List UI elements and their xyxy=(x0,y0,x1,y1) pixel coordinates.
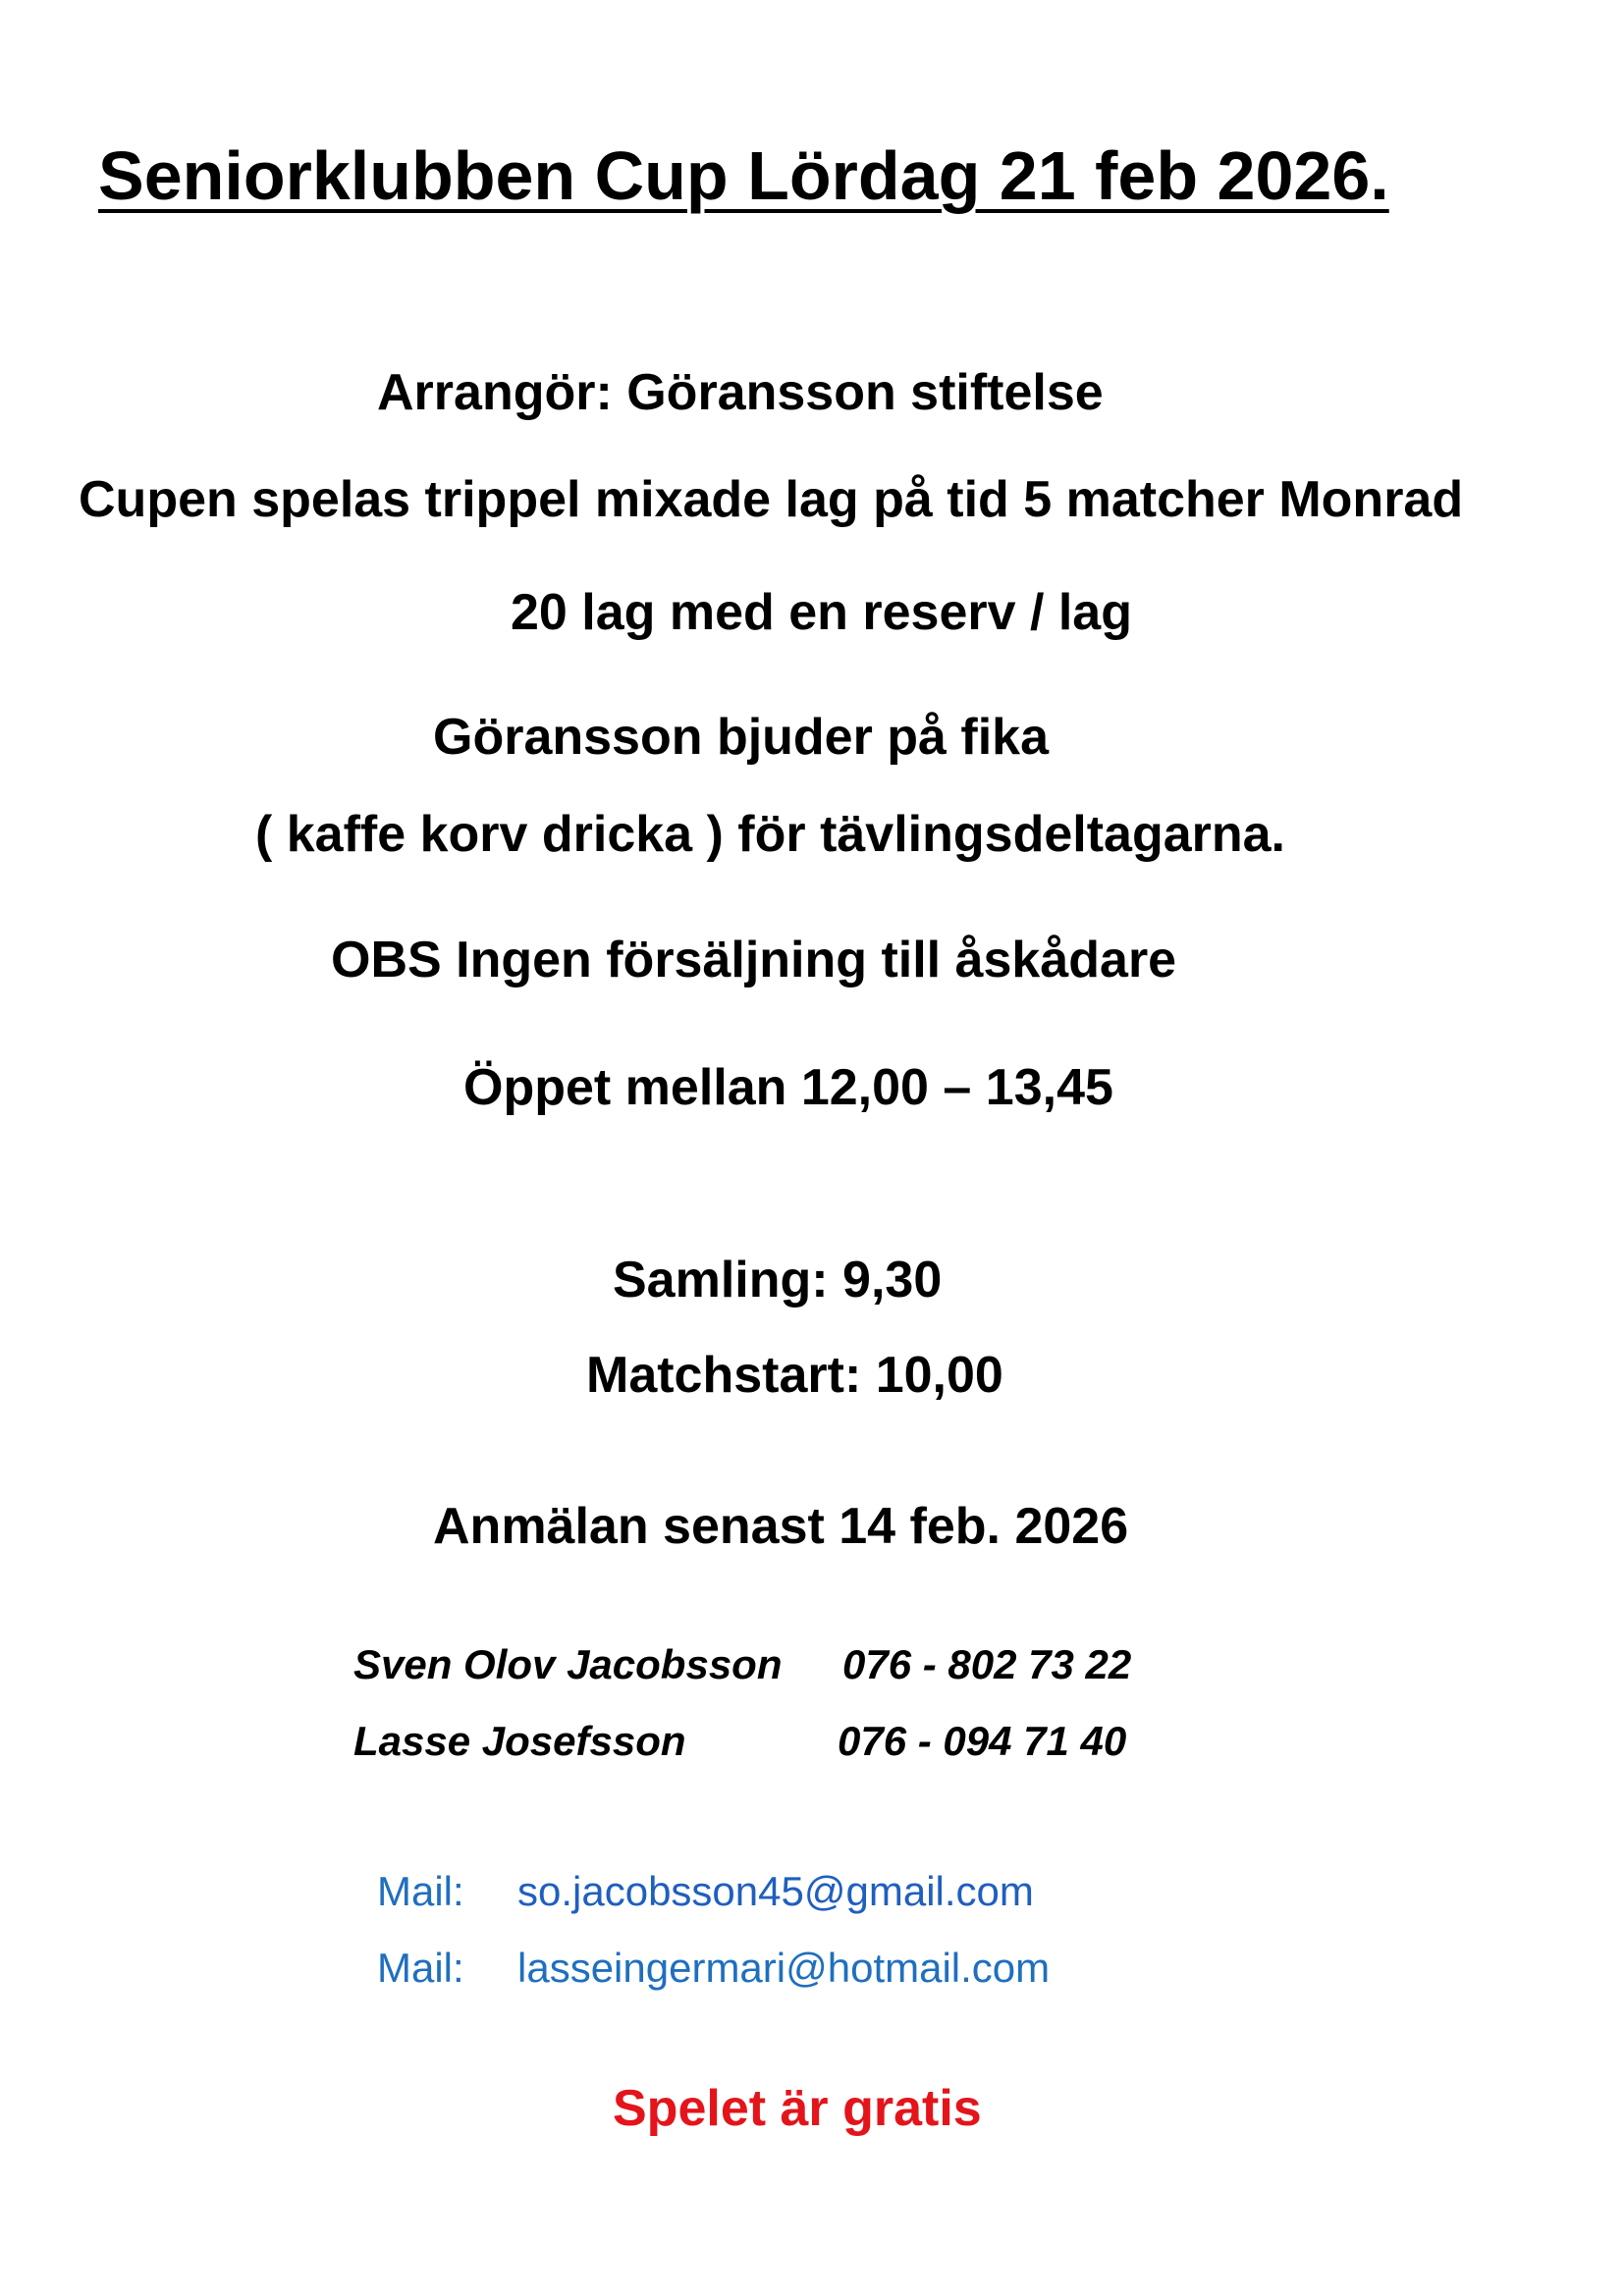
teams-text: 20 lag med en reserv / lag xyxy=(511,584,1132,641)
gathering-time: Samling: 9,30 xyxy=(613,1252,943,1308)
contact-name: Sven Olov Jacobsson xyxy=(353,1641,783,1687)
email-link[interactable] xyxy=(517,1868,1034,1914)
email-address: lasseingermari@hotmail.com xyxy=(517,1945,1051,1991)
contact-phone: 076 - 094 71 40 xyxy=(838,1718,1127,1764)
mail-label: Mail: xyxy=(377,1945,464,1991)
fika-text-line2: ( kaffe korv dricka ) för tävlingsdeltagarna. xyxy=(255,806,1285,863)
open-hours-text: Öppet mellan 12,00 – 13,45 xyxy=(463,1059,1113,1116)
free-note: Spelet är gratis xyxy=(613,2080,982,2137)
email-link-text[interactable]: so.jacobsson45@gmail.com xyxy=(517,1868,1034,1914)
mail-label: Mail: xyxy=(377,1868,464,1914)
page-title: Seniorklubben Cup Lördag 21 feb 2026. xyxy=(98,137,1389,214)
obs-notice: OBS Ingen försäljning till åskådare xyxy=(331,932,1177,988)
contact-name: Lasse Josefsson xyxy=(353,1718,686,1764)
organizer-text: Arrangör: Göransson stiftelse xyxy=(377,364,1104,421)
format-text: Cupen spelas trippel mixade lag på tid 5 matcher Monrad xyxy=(79,471,1464,528)
fika-text-line1: Göransson bjuder på fika xyxy=(433,709,1050,766)
contact-phone: 076 - 802 73 22 xyxy=(842,1641,1132,1687)
registration-deadline: Anmälan senast 14 feb. 2026 xyxy=(433,1498,1129,1555)
match-start-time: Matchstart: 10,00 xyxy=(586,1347,1003,1404)
